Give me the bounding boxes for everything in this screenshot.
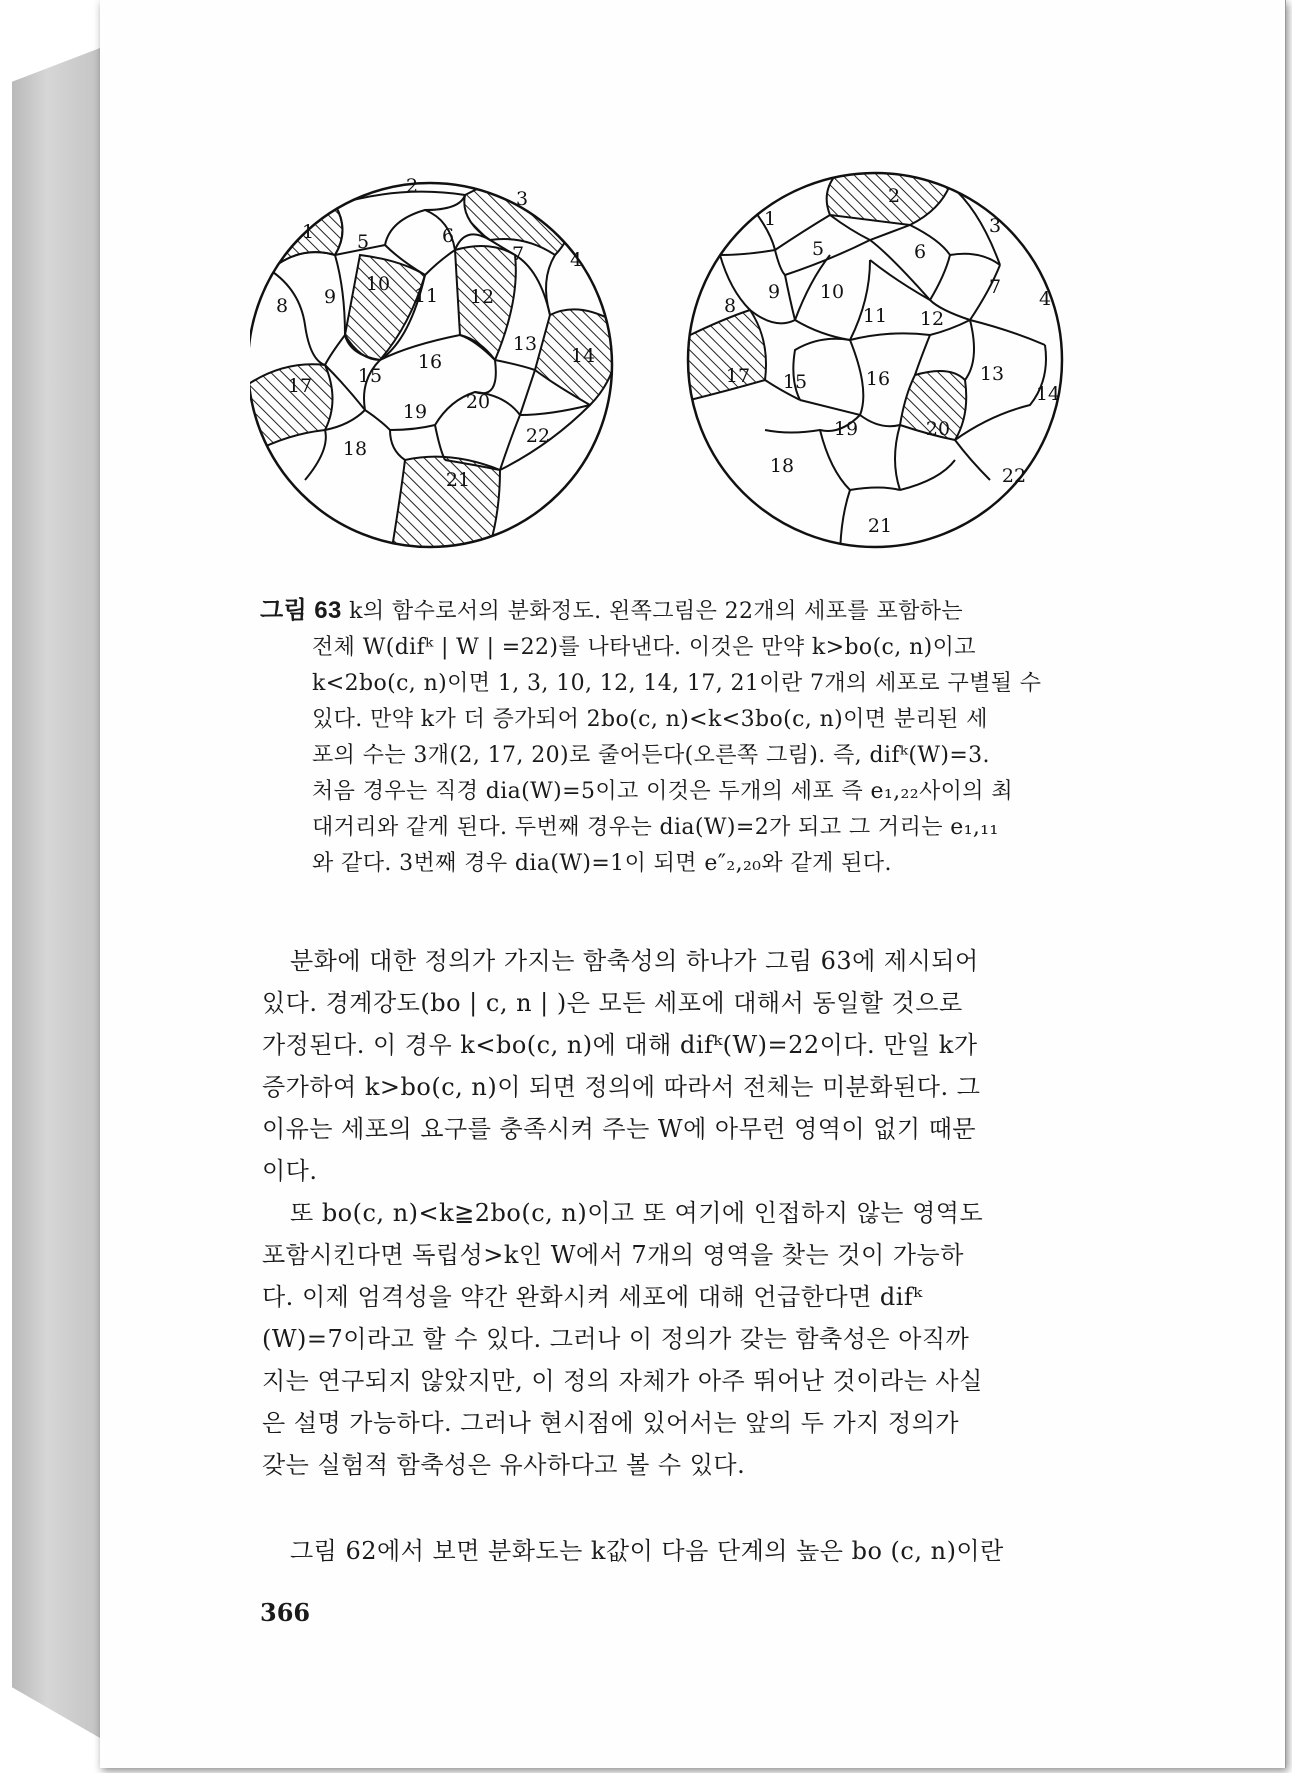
- caption-line: 대거리와 같게 된다. 두번째 경우는 dia(W)=2가 되고 그 거리는 e₁,₁₁: [312, 815, 999, 840]
- text-line: 지는 연구되지 않았지만, 이 정의 자체가 아주 뛰어난 것이라는 사실: [262, 1367, 983, 1395]
- right-label-4: 4: [1038, 288, 1052, 310]
- page-number: 366: [260, 1598, 311, 1627]
- figure-caption: [260, 593, 1270, 882]
- book-spine: [12, 48, 100, 1738]
- right-label-6: 6: [913, 241, 927, 263]
- right-label-18: 18: [769, 455, 795, 477]
- paragraph-gap: [262, 1486, 1272, 1530]
- paragraph-1: [262, 940, 1272, 1192]
- right-label-14: 14: [1035, 383, 1061, 405]
- right-label-7: 7: [988, 276, 1002, 298]
- left-label-14: 14: [570, 345, 596, 367]
- left-label-11: 11: [413, 285, 439, 307]
- left-label-19: 19: [402, 401, 428, 423]
- left-label-22: 22: [525, 425, 551, 447]
- paragraph-2: [262, 1192, 1272, 1486]
- text-line: 있다. 경계강도(bo | c, n | )은 모든 세포에 대해서 동일할 것으로: [262, 989, 963, 1017]
- left-label-9: 9: [323, 286, 337, 308]
- text-line: 다. 이제 엄격성을 약간 완화시켜 세포에 대해 언급한다면 difᵏ: [262, 1283, 923, 1311]
- left-label-5: 5: [356, 231, 370, 253]
- left-label-18: 18: [342, 438, 368, 460]
- text-line: 분화에 대한 정의가 가지는 함축성의 하나가 그림 63에 제시되어: [290, 947, 979, 975]
- right-cell-17: [680, 310, 766, 400]
- right-label-8: 8: [723, 295, 737, 317]
- left-label-13: 13: [512, 333, 538, 355]
- right-label-11: 11: [862, 305, 888, 327]
- right-label-21: 21: [867, 515, 893, 537]
- caption-line: [260, 593, 1270, 630]
- right-label-2: 2: [887, 185, 901, 207]
- figure-63: [250, 160, 1110, 580]
- right-label-16: 16: [865, 368, 891, 390]
- left-label-2: 2: [405, 175, 419, 197]
- right-label-5: 5: [811, 238, 825, 260]
- right-label-3: 3: [988, 215, 1002, 237]
- right-label-12: 12: [919, 308, 945, 330]
- right-label-15: 15: [782, 371, 808, 393]
- text-line: 이다.: [262, 1157, 318, 1185]
- left-label-1: 1: [301, 221, 315, 243]
- text-line: (W)=7이라고 할 수 있다. 그러나 이 정의가 갖는 함축성은 아직까: [262, 1325, 970, 1353]
- caption-line: 전체 W(difᵏ | W | =22)를 나타낸다. 이것은 만약 k>bo(c, n)이고: [312, 635, 976, 660]
- right-label-10: 10: [819, 281, 845, 303]
- left-label-8: 8: [275, 295, 289, 317]
- left-label-12: 12: [469, 286, 495, 308]
- left-label-15: 15: [357, 365, 383, 387]
- left-label-16: 16: [417, 351, 443, 373]
- paragraph-3: [262, 1530, 1272, 1572]
- caption-line-text: k의 함수로서의 분화정도. 왼쪽그림은 22개의 세포를 포함하는: [349, 599, 964, 624]
- right-label-17: 17: [725, 365, 751, 387]
- right-label-1: 1: [763, 208, 777, 230]
- text-line: 증가하여 k>bo(c, n)이 되면 정의에 따라서 전체는 미분화된다. 그: [262, 1073, 981, 1101]
- right-label-22: 22: [1001, 465, 1027, 487]
- figure-63-diagram: [250, 160, 1110, 580]
- text-line: 이유는 세포의 요구를 충족시켜 주는 W에 아무런 영역이 없기 때문: [262, 1115, 977, 1143]
- caption-line: k<2bo(c, n)이면 1, 3, 10, 12, 14, 17, 21이란 7개의 세포로 구별될 수: [312, 671, 1042, 696]
- right-label-13: 13: [979, 363, 1005, 385]
- right-cell-labels: [724, 185, 1060, 537]
- left-label-4: 4: [569, 249, 583, 271]
- left-label-21: 21: [445, 469, 471, 491]
- text-line: 포함시킨다면 독립성>k인 W에서 7개의 영역을 찾는 것이 가능하: [262, 1241, 964, 1269]
- text-line: 그림 62에서 보면 분화도는 k값이 다음 단계의 높은 bo (c, n)이란: [290, 1537, 1004, 1565]
- caption-line: 있다. 만약 k가 더 증가되어 2bo(c, n)<k<3bo(c, n)이면 분리된 세: [312, 707, 988, 732]
- left-cell-10: [345, 255, 425, 360]
- body-text: [262, 940, 1272, 1572]
- right-label-20: 20: [925, 418, 951, 440]
- left-label-20: 20: [465, 391, 491, 413]
- left-label-10: 10: [365, 273, 391, 295]
- caption-head: 그림 63: [260, 597, 342, 624]
- caption-line: 포의 수는 3개(2, 17, 20)로 줄어든다(오른쪽 그림). 즉, difᵏ(W)=3.: [312, 743, 990, 768]
- text-line: 은 설명 가능하다. 그러나 현시점에 있어서는 앞의 두 가지 정의가: [262, 1409, 960, 1437]
- left-label-6: 6: [441, 225, 455, 247]
- left-label-3: 3: [515, 188, 529, 210]
- left-label-17: 17: [287, 375, 313, 397]
- text-line: 또 bo(c, n)<k≧2bo(c, n)이고 또 여기에 인접하지 않는 영역도: [290, 1199, 984, 1227]
- text-line: 가정된다. 이 경우 k<bo(c, n)에 대해 difᵏ(W)=22이다. 만일 k가: [262, 1031, 978, 1059]
- left-label-7: 7: [511, 243, 525, 265]
- caption-line: 와 같다. 3번째 경우 dia(W)=1이 되면 e″₂,₂₀와 같게 된다.: [312, 851, 892, 876]
- right-label-19: 19: [833, 418, 859, 440]
- book-page: [100, 0, 1286, 1768]
- text-line: 갖는 실험적 함축성은 유사하다고 볼 수 있다.: [262, 1451, 746, 1479]
- right-label-9: 9: [767, 281, 781, 303]
- caption-line: 처음 경우는 직경 dia(W)=5이고 이것은 두개의 세포 즉 e₁,₂₂사이의 최: [312, 779, 1013, 804]
